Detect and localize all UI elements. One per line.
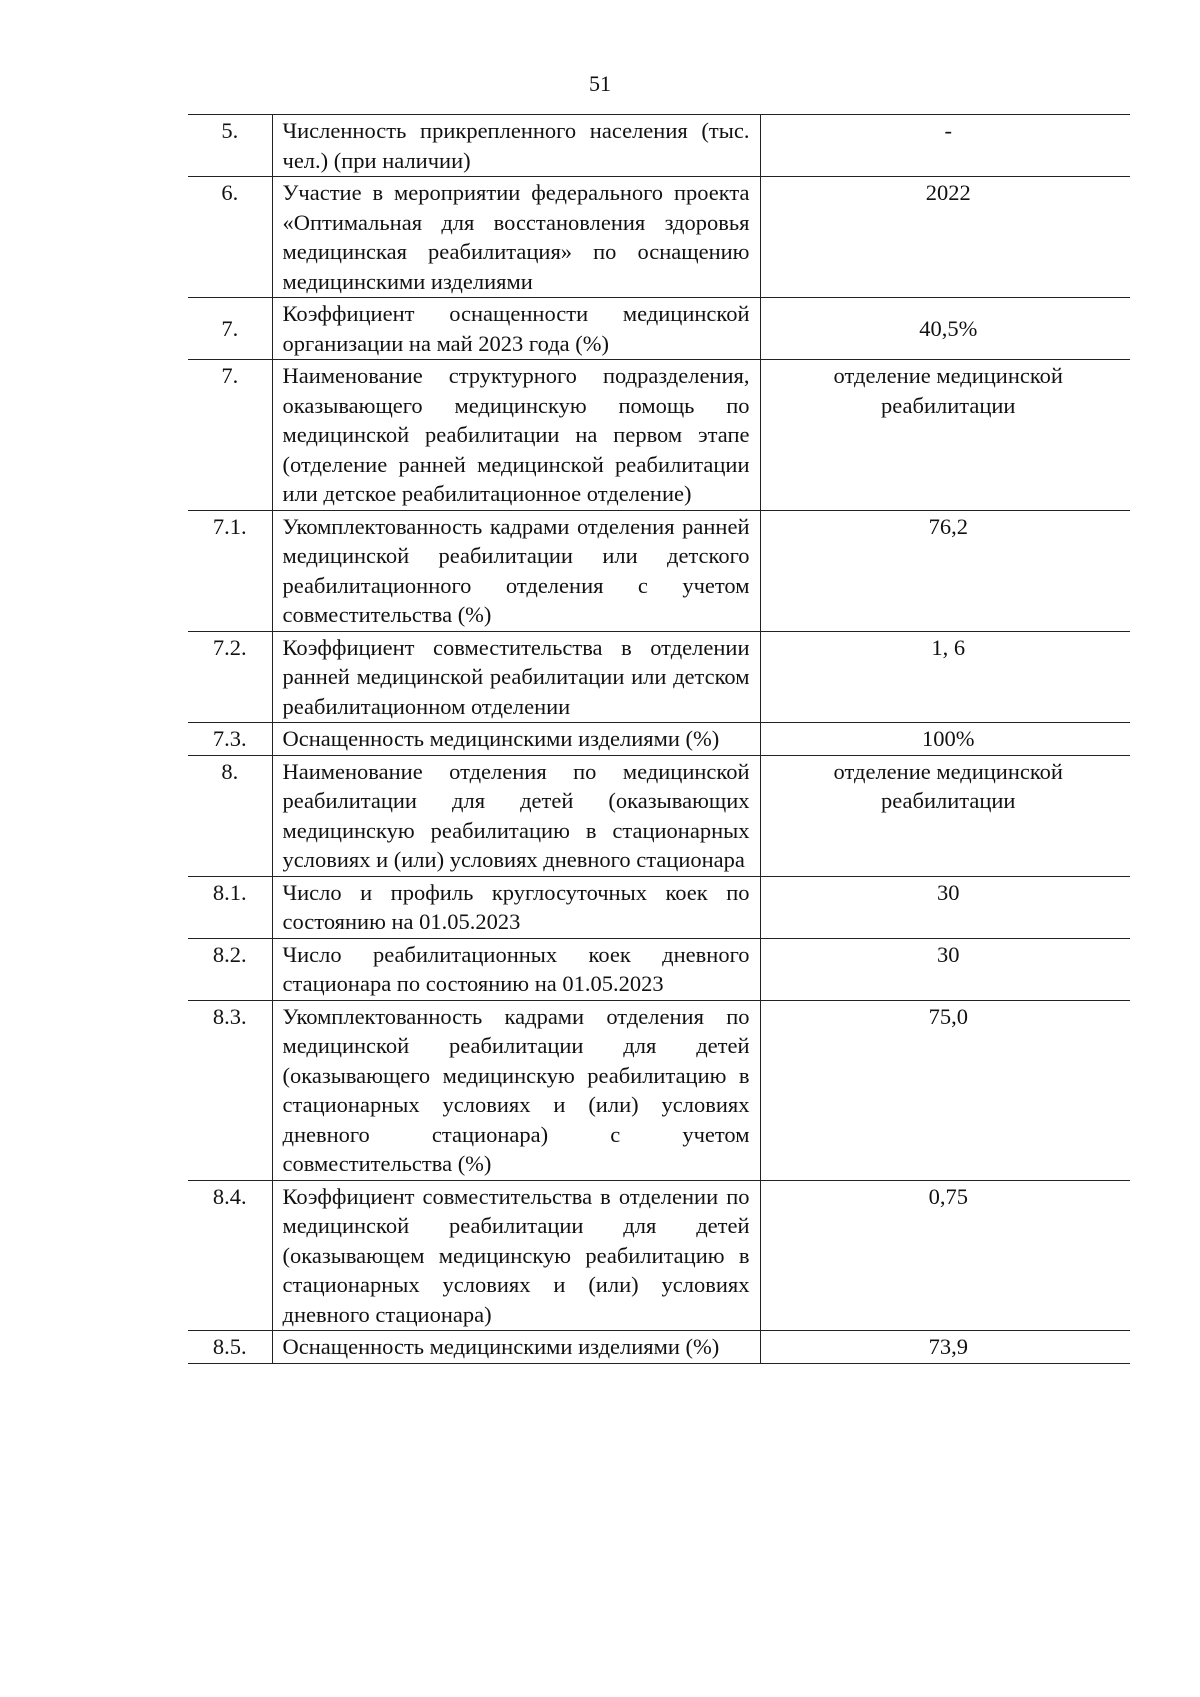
table-row	[188, 510, 1130, 631]
indicator-name: Оснащенность медицинскими изделиями (%)	[272, 1331, 760, 1364]
row-number: 8.1.	[188, 876, 272, 938]
indicator-value: 0,75	[760, 1180, 1130, 1331]
table-row	[188, 723, 1130, 756]
indicator-value: отделение медицинской реабилитации	[760, 360, 1130, 511]
indicator-name: Коэффициент совместительства в отделении ранней медицинской реабилитации или детском реабилитационном отделении	[272, 631, 760, 723]
table-row	[188, 360, 1130, 511]
table-row	[188, 876, 1130, 938]
indicator-value: 1, 6	[760, 631, 1130, 723]
row-number: 8.2.	[188, 938, 272, 1000]
row-number: 8.	[188, 755, 272, 876]
indicator-name: Коэффициент совместительства в отделении по медицинской реабилитации для детей (оказывающем медицинскую реабилитацию в стационарных условиях и (или) условиях дневного стационара)	[272, 1180, 760, 1331]
table-row	[188, 115, 1130, 177]
table-body	[188, 115, 1130, 1364]
indicator-value: 40,5%	[760, 298, 1130, 360]
indicator-value: 2022	[760, 177, 1130, 298]
table-row	[188, 631, 1130, 723]
table-row	[188, 298, 1130, 360]
page-number: 51	[589, 71, 611, 96]
row-number: 7.1.	[188, 510, 272, 631]
row-number: 8.3.	[188, 1000, 272, 1180]
table-row	[188, 755, 1130, 876]
indicator-value: отделение медицинской реабилитации	[760, 755, 1130, 876]
indicator-name: Наименование отделения по медицинской реабилитации для детей (оказывающих медицинскую реабилитацию в стационарных условиях и (или) условиях дневного стационара	[272, 755, 760, 876]
indicator-value: -	[760, 115, 1130, 177]
indicator-value: 30	[760, 938, 1130, 1000]
indicator-name: Число и профиль круглосуточных коек по состоянию на 01.05.2023	[272, 876, 760, 938]
indicator-value: 76,2	[760, 510, 1130, 631]
row-number: 7.3.	[188, 723, 272, 756]
row-number: 8.4.	[188, 1180, 272, 1331]
row-number: 7.	[188, 360, 272, 511]
row-number: 7.	[188, 298, 272, 360]
indicator-name: Участие в мероприятии федерального проекта «Оптимальная для восстановления здоровья медицинская реабилитация» по оснащению медицинскими изделиями	[272, 177, 760, 298]
row-number: 8.5.	[188, 1331, 272, 1364]
indicator-name: Коэффициент оснащенности медицинской организации на май 2023 года (%)	[272, 298, 760, 360]
row-number: 7.2.	[188, 631, 272, 723]
table-row	[188, 1331, 1130, 1364]
indicator-value: 75,0	[760, 1000, 1130, 1180]
row-number: 5.	[188, 115, 272, 177]
row-number: 6.	[188, 177, 272, 298]
table-row	[188, 1000, 1130, 1180]
table-row	[188, 177, 1130, 298]
indicator-name: Численность прикрепленного населения (тыс. чел.) (при наличии)	[272, 115, 760, 177]
indicator-value: 100%	[760, 723, 1130, 756]
indicator-value: 73,9	[760, 1331, 1130, 1364]
table-row	[188, 938, 1130, 1000]
table-row	[188, 1180, 1130, 1331]
indicators-table	[188, 114, 1130, 1364]
indicator-name: Число реабилитационных коек дневного стационара по состоянию на 01.05.2023	[272, 938, 760, 1000]
indicator-name: Наименование структурного подразделения, оказывающего медицинскую помощь по медицинской реабилитации на первом этапе (отделение ранней медицинской реабилитации или детское реабилитационное отделение)	[272, 360, 760, 511]
indicator-value: 30	[760, 876, 1130, 938]
indicator-name: Укомплектованность кадрами отделения по медицинской реабилитации для детей (оказывающего медицинскую реабилитацию в стационарных условиях и (или) условиях дневного стационара) с учетом совместительства (%)	[272, 1000, 760, 1180]
indicator-name: Укомплектованность кадрами отделения ранней медицинской реабилитации или детского реабилитационного отделения с учетом совместительства (%)	[272, 510, 760, 631]
indicator-name: Оснащенность медицинскими изделиями (%)	[272, 723, 760, 756]
